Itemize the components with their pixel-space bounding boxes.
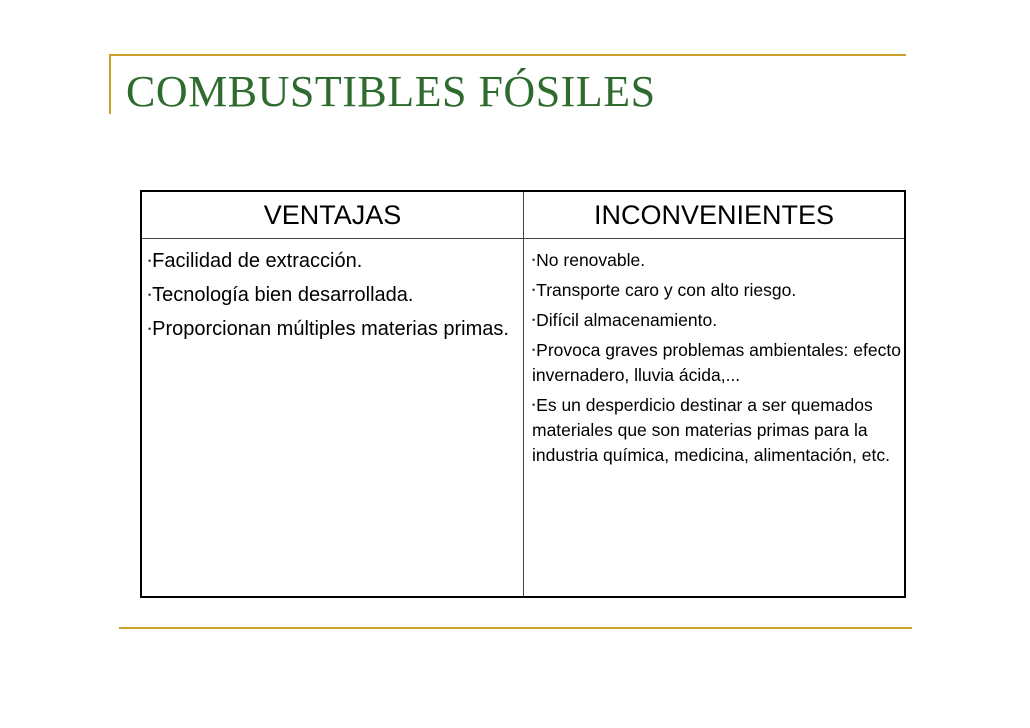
bullet-icon: • (532, 285, 536, 295)
inconveniente-text: Provoca graves problemas ambientales: efecto invernadero, lluvia ácida,... (532, 340, 901, 385)
ventaja-text: Tecnología bien desarrollada. (152, 284, 414, 306)
ventaja-item (148, 248, 510, 274)
comparison-table (140, 190, 906, 598)
inconveniente-text: Transporte caro y con alto riesgo. (536, 280, 797, 300)
bottom-decorative-rule (119, 627, 912, 629)
bullet-icon: • (148, 324, 152, 334)
bullet-icon: • (532, 345, 536, 355)
left-decorative-rule (109, 54, 111, 114)
bullet-icon: • (532, 400, 536, 410)
inconveniente-item (532, 338, 904, 388)
ventaja-text: Proporcionan múltiples materias primas. (152, 318, 509, 340)
inconvenientes-header: INCONVENIENTES (593, 200, 835, 230)
ventajas-list (148, 248, 510, 350)
inconveniente-item (532, 248, 904, 273)
bullet-icon: • (148, 290, 152, 300)
inconveniente-item (532, 278, 904, 303)
column-divider (523, 192, 524, 596)
bullet-icon: • (532, 315, 536, 325)
inconvenientes-list (532, 248, 904, 473)
inconveniente-text: No renovable. (536, 250, 646, 270)
ventaja-item (148, 316, 510, 342)
slide-title: COMBUSTIBLES FÓSILES (126, 67, 656, 116)
ventaja-item (148, 282, 510, 308)
inconveniente-text: Difícil almacenamiento. (536, 310, 718, 330)
ventajas-header: VENTAJAS (263, 200, 402, 230)
ventaja-text: Facilidad de extracción. (152, 250, 363, 272)
bullet-icon: • (148, 256, 152, 266)
inconveniente-item (532, 393, 904, 468)
bullet-icon: • (532, 255, 536, 265)
top-decorative-rule (109, 54, 906, 56)
inconveniente-text: Es un desperdicio destinar a ser quemados materiales que son materias primas para la industria química, medicina, alimentación, etc. (532, 395, 890, 465)
inconveniente-item (532, 308, 904, 333)
